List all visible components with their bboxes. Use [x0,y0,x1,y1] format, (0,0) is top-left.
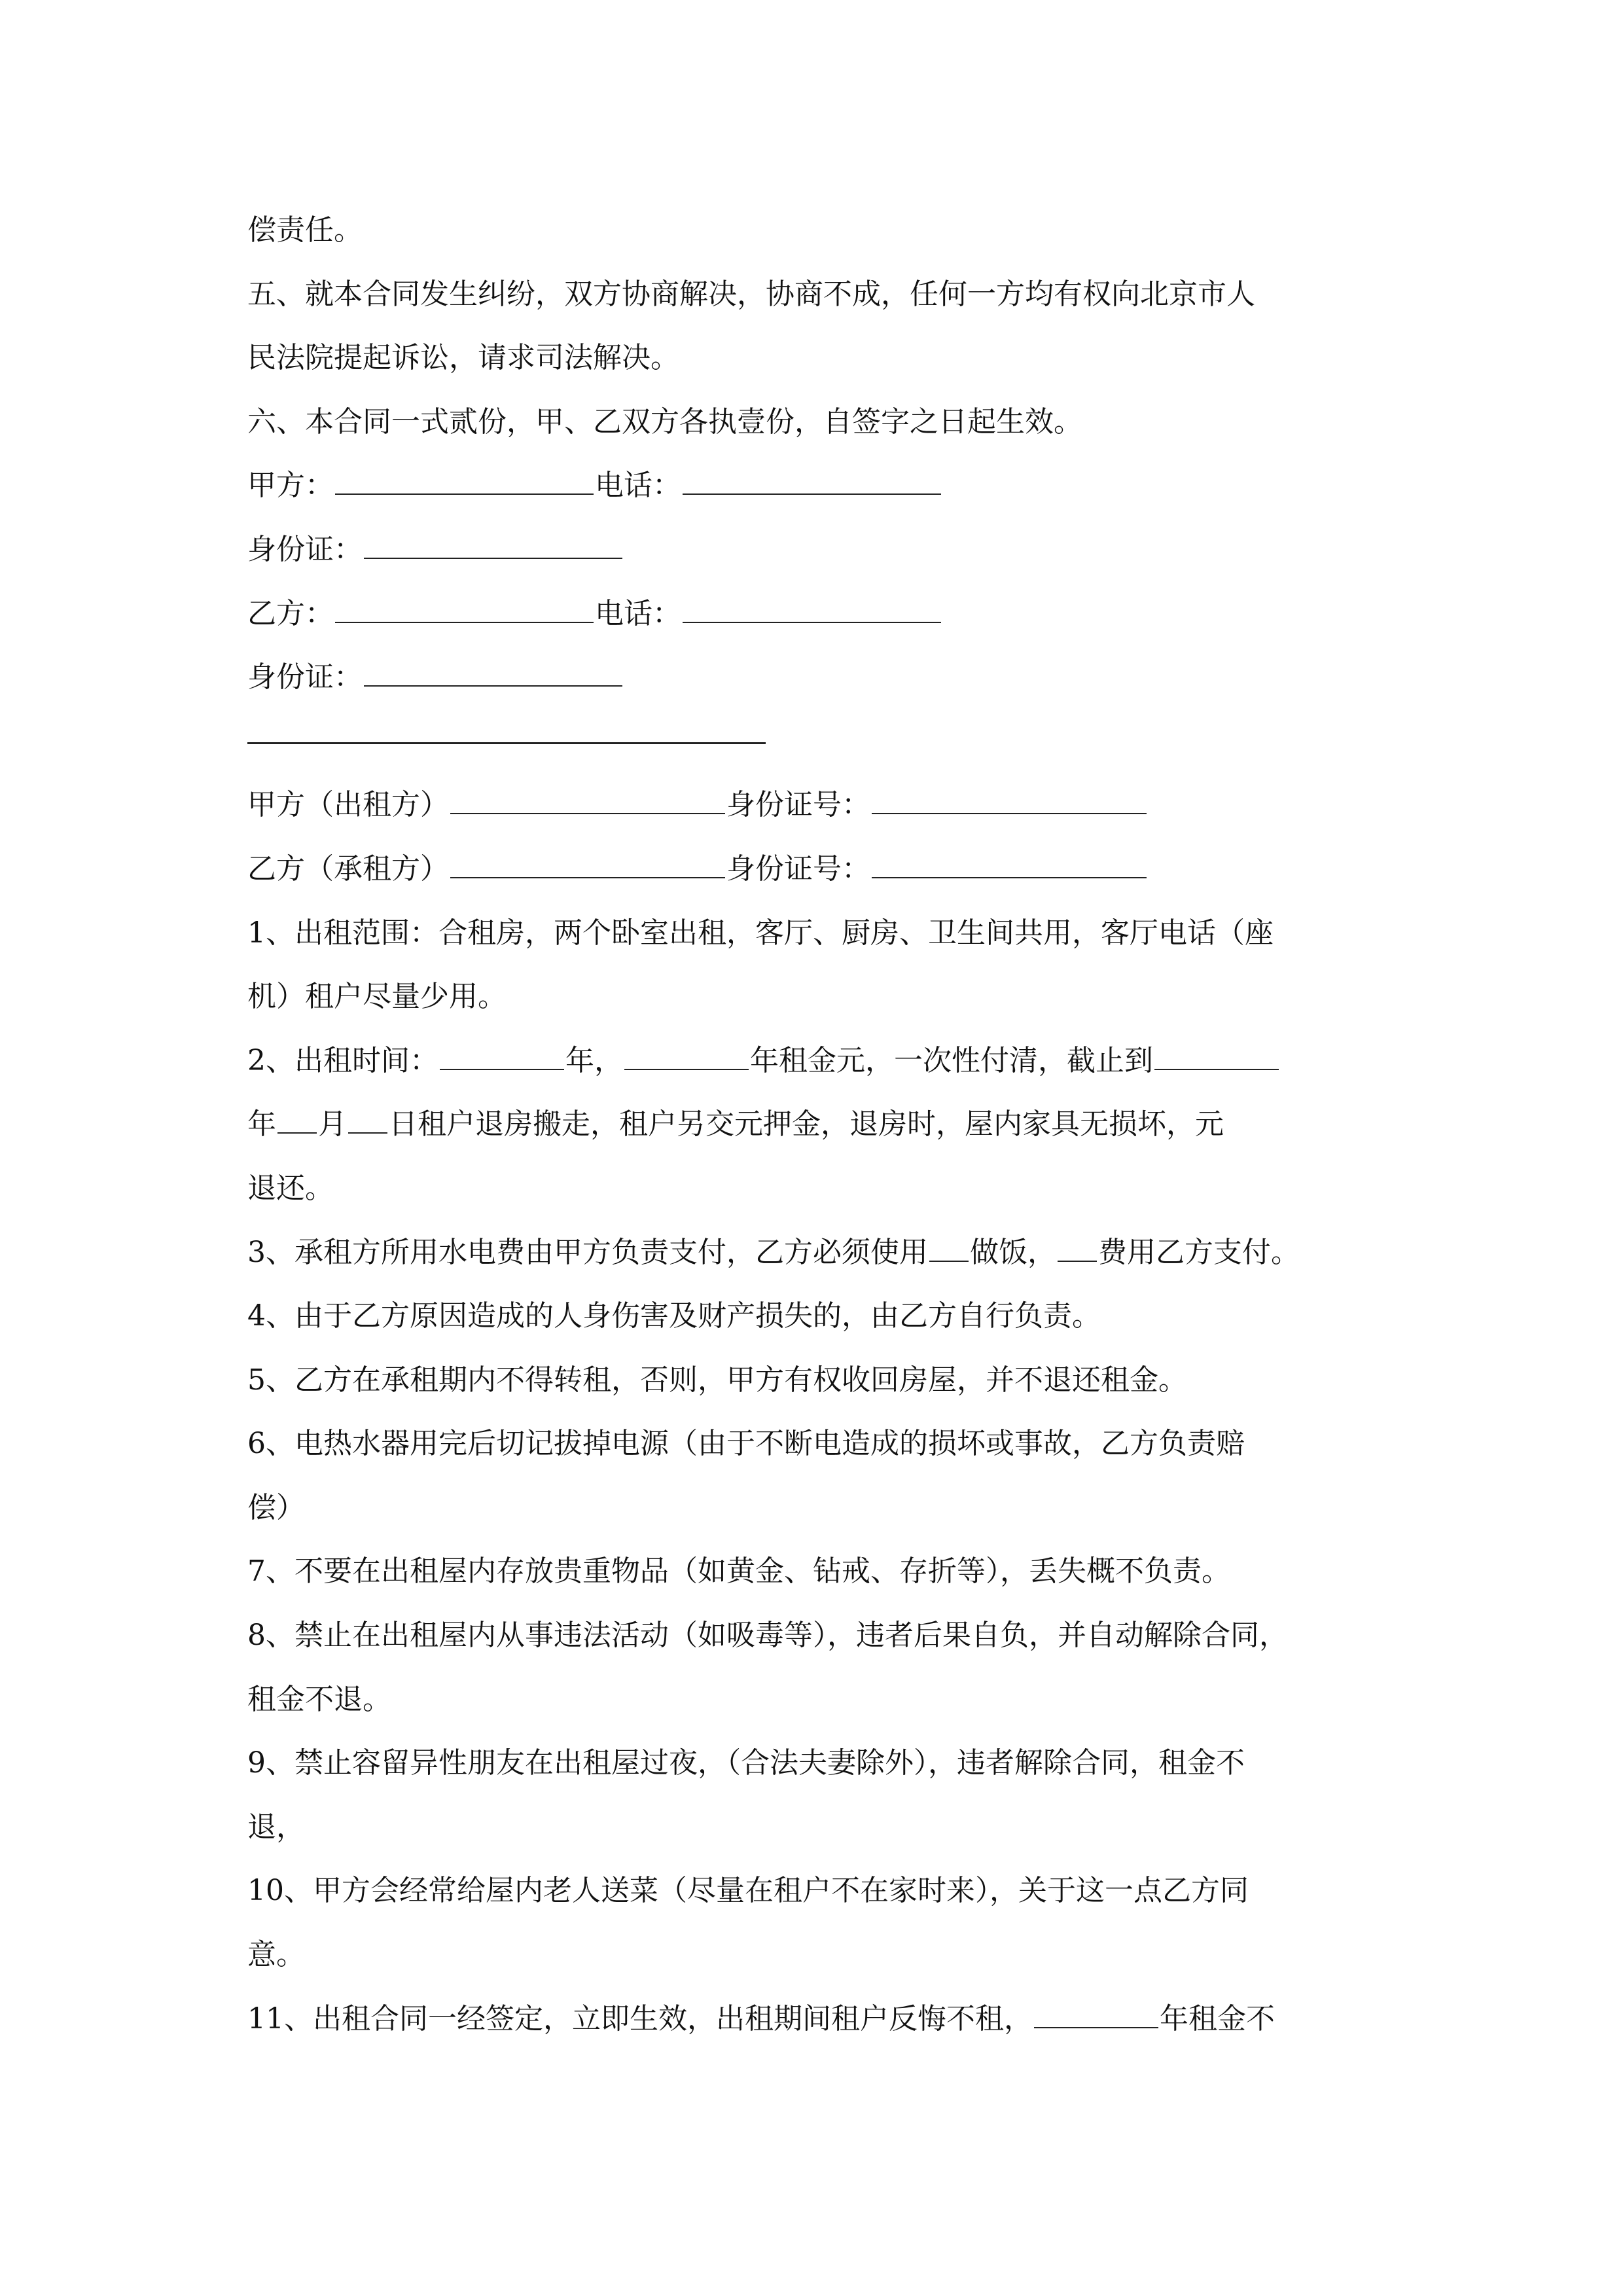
clause-six-text: 六、本合同一式贰份，甲、乙双方各执壹份，自签字之日起生效。 [247,404,1082,439]
text-line [247,1795,1386,1859]
end-month-blank[interactable] [277,1106,317,1134]
party-b-id-label: 身份证： [247,660,363,694]
clause-five-text: 五、就本合同发生纠纷，双方协商解决，协商不成，任何一方均有权向北京市人 [247,277,1255,311]
clause-1-text: 1、出租范围：合租房，两个卧室出租，客厅、厨房、卫生间共用，客厅电话（座 [247,916,1274,950]
lessee-id-blank[interactable] [872,851,1147,878]
clause-5-text: 5、乙方在承租期内不得转租，否则，甲方有权收回房屋，并不退还租金。 [247,1363,1187,1397]
lessor-label: 甲方（出租方） [247,788,449,822]
text-line [247,965,1386,1029]
party-a-name-blank[interactable] [335,467,594,495]
lessor-id-blank[interactable] [872,787,1147,814]
text-line [247,390,1386,454]
lessee-label: 乙方（承租方） [247,852,449,886]
clause-11-line [247,1987,1386,2051]
text-line [247,1668,1386,1732]
clause-1-cont: 机）租户尽量少用。 [247,980,507,1014]
end-year-blank[interactable] [1154,1043,1279,1070]
clause-6-text: 6、电热水器用完后切记拔掉电源（由于不断电造成的损坏或事故，乙方负责赔 [247,1427,1245,1461]
clause-3-suffix: 费用乙方支付。 [1098,1235,1300,1269]
text-line [247,1284,1386,1348]
lessee-name-blank[interactable] [450,851,725,878]
party-a-id-label: 身份证： [247,532,363,566]
party-b-phone-label: 电话： [595,596,681,630]
clause-9-text: 9、禁止容留异性朋友在出租屋过夜，（合法夫妻除外），违者解除合同，租金不 [247,1746,1245,1780]
clause-2-year-text: 年， [565,1043,623,1077]
clause-3-mid: 做饭， [970,1235,1056,1269]
party-a-label: 甲方： [247,469,334,503]
signature-row-party-a [247,454,1386,518]
clause-11-suffix: 年租金不 [1160,2001,1275,2036]
paragraph-text: 偿责任。 [247,213,363,247]
clause-6-cont: 偿） [247,1490,305,1524]
clause-2-rest: 日租户退房搬走，租户另交元押金，退房时，屋内家具无损坏，元 [389,1107,1224,1141]
signature-row-party-b [247,582,1386,646]
fee-type-blank[interactable] [1058,1234,1097,1262]
lessor-name-blank[interactable] [450,787,725,814]
text-line [247,1157,1386,1221]
text-line [247,1476,1386,1540]
clause-8-text: 8、禁止在出租屋内从事违法活动（如吸毒等），违者后果自负，并自动解除合同， [247,1619,1288,1653]
section-divider [247,709,1386,774]
text-line [247,326,1386,390]
text-line [247,198,1386,262]
lessee-row [247,837,1386,901]
text-line [247,262,1386,327]
lessor-row [247,773,1386,837]
signature-row-party-a-id [247,518,1386,582]
end-day-blank[interactable] [348,1106,387,1134]
clause-10-text: 10、甲方会经常给屋内老人送菜（尽量在租户不在家时来），关于这一点乙方同 [247,1874,1249,1908]
fuel-type-blank[interactable] [929,1234,969,1262]
forfeit-years-blank[interactable] [1034,2001,1158,2028]
rent-years-blank[interactable] [624,1043,749,1070]
clause-2-mid: 年租金元，一次性付清，截止到 [750,1043,1153,1077]
clause-7-text: 7、不要在出租屋内存放贵重物品（如黄金、钻戒、存折等），丢失概不负责。 [247,1554,1230,1588]
party-b-label: 乙方： [247,596,334,630]
text-line [247,1923,1386,1987]
clause-2-cont: 退还。 [247,1171,334,1205]
clause-2-prefix: 2、出租时间： [247,1043,438,1077]
start-year-blank[interactable] [440,1043,564,1070]
clause-4-text: 4、由于乙方原因造成的人身伤害及财产损失的，由乙方自行负责。 [247,1299,1101,1333]
lessor-id-label: 身份证号： [726,788,870,822]
party-a-id-blank[interactable] [364,531,622,559]
text-line [247,1539,1386,1604]
party-b-phone-blank[interactable] [683,596,941,623]
text-line [247,1859,1386,1923]
party-a-phone-label: 电话： [595,469,681,503]
text-line [247,1412,1386,1476]
clause-2-line [247,1029,1386,1093]
clause-11-prefix: 11、出租合同一经签定，立即生效，出租期间租户反悔不租， [247,2001,1033,2036]
clause-2-year-label: 年 [247,1107,276,1141]
party-b-name-blank[interactable] [335,596,594,623]
text-line [247,901,1386,965]
text-line [247,1731,1386,1795]
clause-five-cont: 民法院提起诉讼，请求司法解决。 [247,341,679,375]
contract-body [247,198,1386,2051]
clause-3-line [247,1221,1386,1285]
lessee-id-label: 身份证号： [726,852,870,886]
clause-3-prefix: 3、承租方所用水电费由甲方负责支付，乙方必须使用 [247,1235,928,1269]
signature-row-party-b-id [247,645,1386,709]
text-line [247,1604,1386,1668]
clause-8-cont: 租金不退。 [247,1682,391,1716]
clause-10-cont: 意。 [247,1938,305,1972]
party-a-phone-blank[interactable] [683,467,941,495]
divider-rule [247,742,766,744]
party-b-id-blank[interactable] [364,659,622,687]
clause-2-month-label: 月 [318,1107,347,1141]
text-line [247,1348,1386,1412]
clause-9-cont: 退， [247,1810,305,1844]
clause-2-line-2 [247,1092,1386,1157]
